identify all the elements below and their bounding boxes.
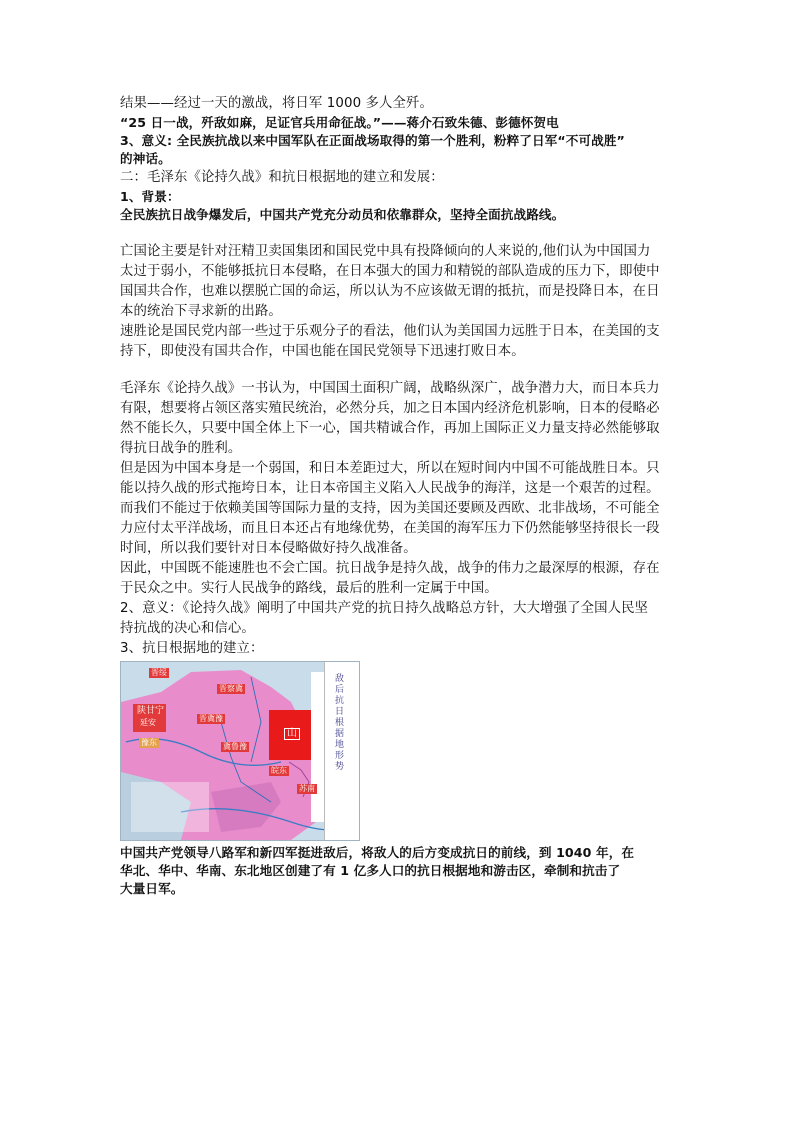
map-label-wandong: 皖东: [271, 766, 287, 775]
text-line-bold: 大量日军。: [120, 881, 184, 896]
text-line: 得抗日战争的胜利。: [120, 441, 242, 456]
text-line: 3、抗日根据地的建立：: [120, 641, 264, 656]
text-line: 于民众之中。实行人民战争的路线，最后的胜利一定属于中国。: [120, 581, 498, 596]
text-line: 速胜论是国民党内部一些过于乐观分子的看法，他们认为美国国力远胜于日本，在美国的支: [120, 324, 660, 339]
text-line: 持抗战的决心和信心。: [120, 621, 255, 636]
map-label-jinsui: 晋绥: [151, 668, 167, 677]
base-area-map: [120, 661, 360, 841]
text-line: 然不能长久，只要中国全体上下一心，国共精诚合作，再加上国际正义力量支持必然能够取: [120, 421, 660, 436]
text-line-bold: 全民族抗日战争爆发后，中国共产党充分动员和依靠群众，坚持全面抗战路线。: [120, 207, 565, 222]
text-line: 亡国论主要是针对汪精卫卖国集团和国民党中具有投降倾向的人来说的,他们认为中国国力: [120, 244, 651, 259]
map-legend-note: [131, 782, 209, 832]
map-label-jijilu: 晋冀豫: [199, 714, 223, 723]
text-line-bold: 中国共产党领导八路军和新四军挺进敌后，将敌人的后方变成抗日的前线，到 1040 年，在: [120, 845, 635, 860]
text-line: 但是因为中国本身是一个弱国，和日本差距过大，所以在短时间内中国不可能战胜日本。只: [120, 461, 660, 476]
map-label-yudong: 豫东: [141, 738, 157, 747]
text-line: 能以持久战的形式拖垮日本，让日本帝国主义陷入人民战争的海洋，这是一个艰苦的过程。: [120, 481, 660, 496]
text-line: 2、意义：《论持久战》阐明了中国共产党的抗日持久战略总方针，大大增强了全国人民坚: [120, 601, 649, 616]
text-line: 持下，即使没有国共合作，中国也能在国民党领导下迅速打败日本。: [120, 344, 525, 359]
text-line: 时间，所以我们要针对日本侵略做好持久战准备。: [120, 541, 417, 556]
paragraph-sushenglun: [120, 322, 680, 362]
paragraph-wangguolun: [120, 242, 680, 322]
map-label-sunan: 苏南: [299, 784, 315, 793]
text-line-bold: 3、意义: 全民族抗战以来中国军队在正面战场取得的第一个胜利，粉粹了日军“不可战胜”: [120, 133, 625, 148]
map-label-shandong: 山: [284, 728, 300, 740]
text-line-bold: 的神话。: [120, 151, 171, 166]
text-line: 国国共合作，也难以摆脱亡国的命运，所以认为不应该做无谓的抵抗，而是投降日本，在日: [120, 284, 660, 299]
map-label-shaanganning: 陕甘宁: [137, 706, 165, 716]
document-page: [120, 94, 680, 898]
text-line: 而我们不能过于依赖美国等国际力量的支持，因为美国还要顾及西欧、北非战场，不可能全: [120, 501, 660, 516]
text-line-bold: “25 日一战，歼敌如麻，足证官兵用命征战。”——蒋介石致朱德、彭德怀贺电: [120, 115, 559, 130]
text-line: 因此，中国既不能速胜也不会亡国。抗日战争是持久战，战争的伟力之最深厚的根源，存在: [120, 561, 660, 576]
map-label-jiluyu: 冀鲁豫: [223, 742, 247, 751]
text-line-bold: 华北、华中、华南、东北地区创建了有 1 亿多人口的抗日根据地和游击区，牵制和抗击了: [120, 863, 621, 878]
text-line: 太过于弱小，不能够抵抗日本侵略，在日本强大的国力和精锐的部队造成的压力下，即使中: [120, 264, 660, 279]
map-title-panel: [324, 662, 359, 840]
spacer: [120, 224, 680, 242]
map-label-jinchaji: 晋察冀: [219, 684, 243, 693]
map-title: 敌后抗日根据地形势: [335, 674, 345, 772]
section-heading: 二：毛泽东《论持久战》和抗日根据地的建立和发展：: [120, 170, 444, 185]
text-line: 本的统治下寻求新的出路。: [120, 304, 282, 319]
map-label-yanan: 延安: [140, 718, 156, 727]
spacer: [120, 362, 680, 379]
text-line: 结果——经过一天的激战，将日军 1000 多人全歼。: [120, 96, 434, 111]
text-line: 有限，想要将占领区落实殖民统治，必然分兵，加之日本国内经济危机影响，日本的侵略必: [120, 401, 660, 416]
text-line: 力应付太平洋战场，而且日本还占有地缘优势，在美国的海军压力下仍然能够坚持很长一段: [120, 521, 660, 536]
subheading: 1、背景：: [120, 189, 180, 204]
text-line: 毛泽东《论持久战》一书认为，中国国土面积广阔，战略纵深广，战争潜力大，而日本兵力: [120, 381, 660, 396]
paragraph-lunchijiuzhan: [120, 379, 680, 659]
paragraph-conclusion: [120, 844, 680, 898]
